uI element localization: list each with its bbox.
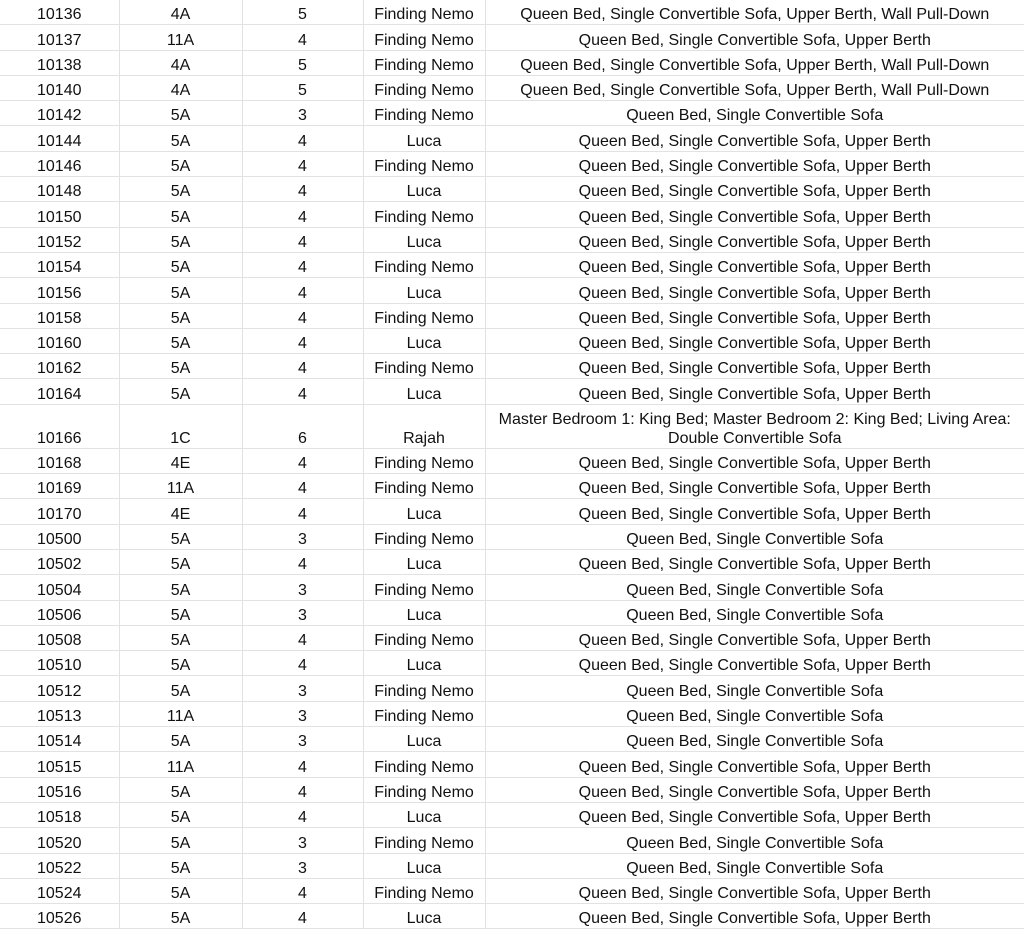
cell-room-number[interactable]: 10154 (0, 252, 119, 277)
cell-bedding[interactable]: Queen Bed, Single Convertible Sofa, Upper Berth (485, 549, 1024, 574)
cell-theme[interactable]: Finding Nemo (363, 354, 485, 379)
cell-room-number[interactable]: 10160 (0, 328, 119, 353)
cell-category[interactable]: 5A (119, 328, 242, 353)
table-row (0, 354, 1024, 379)
cell-room-number[interactable]: 10150 (0, 202, 119, 227)
cell-sleeps[interactable]: 4 (242, 625, 363, 650)
cell-bedding[interactable]: Queen Bed, Single Convertible Sofa, Upper Berth (485, 379, 1024, 404)
cell-bedding[interactable]: Queen Bed, Single Convertible Sofa (485, 853, 1024, 878)
cell-bedding[interactable]: Queen Bed, Single Convertible Sofa, Upper Berth (485, 878, 1024, 903)
cell-bedding[interactable]: Queen Bed, Single Convertible Sofa, Upper Berth (485, 278, 1024, 303)
cell-room-number[interactable]: 10504 (0, 575, 119, 600)
cell-theme[interactable]: Luca (363, 802, 485, 827)
cell-room-number[interactable]: 10510 (0, 651, 119, 676)
cell-bedding[interactable]: Queen Bed, Single Convertible Sofa, Upper Berth (485, 252, 1024, 277)
cell-room-number[interactable]: 10516 (0, 777, 119, 802)
cell-category[interactable]: 5A (119, 126, 242, 151)
cell-sleeps[interactable]: 4 (242, 499, 363, 524)
cell-bedding[interactable]: Queen Bed, Single Convertible Sofa (485, 101, 1024, 126)
cell-sleeps[interactable]: 4 (242, 802, 363, 827)
cell-category[interactable]: 4A (119, 0, 242, 25)
cell-category[interactable]: 5A (119, 676, 242, 701)
cell-theme[interactable]: Finding Nemo (363, 524, 485, 549)
cell-room-number[interactable]: 10156 (0, 278, 119, 303)
cell-category[interactable]: 11A (119, 474, 242, 499)
table-row (0, 701, 1024, 726)
cell-theme[interactable]: Rajah (363, 404, 485, 448)
cell-sleeps[interactable]: 3 (242, 101, 363, 126)
cell-bedding[interactable]: Queen Bed, Single Convertible Sofa, Upper Berth (485, 151, 1024, 176)
cell-theme[interactable]: Luca (363, 904, 485, 929)
cell-sleeps[interactable]: 4 (242, 202, 363, 227)
cell-room-number[interactable]: 10524 (0, 878, 119, 903)
table-row (0, 524, 1024, 549)
cell-theme[interactable]: Finding Nemo (363, 752, 485, 777)
cell-room-number[interactable]: 10522 (0, 853, 119, 878)
cell-theme[interactable]: Luca (363, 600, 485, 625)
cell-bedding[interactable]: Queen Bed, Single Convertible Sofa (485, 575, 1024, 600)
cell-category[interactable]: 5A (119, 354, 242, 379)
table-row (0, 600, 1024, 625)
table-row (0, 278, 1024, 303)
cell-theme[interactable]: Finding Nemo (363, 777, 485, 802)
cell-category[interactable]: 5A (119, 151, 242, 176)
cell-sleeps[interactable]: 4 (242, 904, 363, 929)
cell-theme[interactable]: Luca (363, 499, 485, 524)
cell-category[interactable]: 5A (119, 625, 242, 650)
cell-room-number[interactable]: 10144 (0, 126, 119, 151)
cell-sleeps[interactable]: 4 (242, 549, 363, 574)
cell-theme[interactable]: Luca (363, 177, 485, 202)
cell-category[interactable]: 5A (119, 549, 242, 574)
table-row (0, 904, 1024, 929)
cell-bedding[interactable]: Queen Bed, Single Convertible Sofa, Upper Berth (485, 904, 1024, 929)
cell-theme[interactable]: Luca (363, 126, 485, 151)
cell-sleeps[interactable]: 4 (242, 278, 363, 303)
cell-bedding[interactable]: Queen Bed, Single Convertible Sofa (485, 524, 1024, 549)
table-row (0, 0, 1024, 25)
cell-bedding[interactable]: Queen Bed, Single Convertible Sofa, Upper Berth (485, 802, 1024, 827)
cell-theme[interactable]: Luca (363, 727, 485, 752)
cell-room-number[interactable]: 10515 (0, 752, 119, 777)
cell-sleeps[interactable]: 6 (242, 404, 363, 448)
table-row (0, 676, 1024, 701)
cell-theme[interactable]: Finding Nemo (363, 575, 485, 600)
table-row (0, 328, 1024, 353)
table-row (0, 448, 1024, 473)
cell-sleeps[interactable]: 4 (242, 651, 363, 676)
cell-theme[interactable]: Luca (363, 328, 485, 353)
cell-sleeps[interactable]: 3 (242, 727, 363, 752)
cell-bedding[interactable]: Queen Bed, Single Convertible Sofa, Upper Berth, Wall Pull-Down (485, 50, 1024, 75)
table-row (0, 828, 1024, 853)
table-row (0, 878, 1024, 903)
cell-theme[interactable]: Luca (363, 278, 485, 303)
cell-bedding[interactable]: Queen Bed, Single Convertible Sofa, Upper Berth (485, 474, 1024, 499)
cell-room-number[interactable]: 10508 (0, 625, 119, 650)
cell-theme[interactable]: Finding Nemo (363, 701, 485, 726)
cell-sleeps[interactable]: 4 (242, 151, 363, 176)
table-row (0, 101, 1024, 126)
cell-bedding[interactable]: Queen Bed, Single Convertible Sofa (485, 701, 1024, 726)
cell-category[interactable]: 5A (119, 727, 242, 752)
cell-category[interactable]: 4E (119, 448, 242, 473)
cell-theme[interactable]: Luca (363, 651, 485, 676)
cell-sleeps[interactable]: 3 (242, 853, 363, 878)
cell-sleeps[interactable]: 4 (242, 303, 363, 328)
table-row (0, 252, 1024, 277)
cell-bedding[interactable]: Queen Bed, Single Convertible Sofa (485, 727, 1024, 752)
cell-room-number[interactable]: 10526 (0, 904, 119, 929)
cell-room-number[interactable]: 10148 (0, 177, 119, 202)
cell-bedding[interactable]: Queen Bed, Single Convertible Sofa, Upper Berth (485, 25, 1024, 50)
cell-room-number[interactable]: 10158 (0, 303, 119, 328)
cell-sleeps[interactable]: 3 (242, 701, 363, 726)
cell-sleeps[interactable]: 5 (242, 75, 363, 100)
cell-room-number[interactable]: 10520 (0, 828, 119, 853)
cell-theme[interactable]: Finding Nemo (363, 202, 485, 227)
cell-room-number[interactable]: 10137 (0, 25, 119, 50)
cell-sleeps[interactable]: 4 (242, 25, 363, 50)
cell-sleeps[interactable]: 4 (242, 777, 363, 802)
cell-room-number[interactable]: 10518 (0, 802, 119, 827)
cell-theme[interactable]: Luca (363, 549, 485, 574)
cell-sleeps[interactable]: 4 (242, 474, 363, 499)
cell-room-number[interactable]: 10138 (0, 50, 119, 75)
cell-bedding[interactable]: Queen Bed, Single Convertible Sofa, Upper Berth (485, 752, 1024, 777)
table-row (0, 802, 1024, 827)
cell-theme[interactable]: Finding Nemo (363, 676, 485, 701)
cell-sleeps[interactable]: 4 (242, 227, 363, 252)
cell-theme[interactable]: Finding Nemo (363, 75, 485, 100)
table-row (0, 177, 1024, 202)
cell-room-number[interactable]: 10500 (0, 524, 119, 549)
cell-sleeps[interactable]: 3 (242, 575, 363, 600)
cell-category[interactable]: 5A (119, 227, 242, 252)
cell-theme[interactable]: Finding Nemo (363, 448, 485, 473)
cell-category[interactable]: 4A (119, 75, 242, 100)
cell-room-number[interactable]: 10136 (0, 0, 119, 25)
cell-category[interactable]: 5A (119, 651, 242, 676)
cell-sleeps[interactable]: 3 (242, 828, 363, 853)
table-row (0, 227, 1024, 252)
table-row (0, 752, 1024, 777)
table-row (0, 549, 1024, 574)
cell-theme[interactable]: Finding Nemo (363, 303, 485, 328)
cell-bedding[interactable]: Queen Bed, Single Convertible Sofa, Upper Berth (485, 202, 1024, 227)
cell-category[interactable]: 5A (119, 828, 242, 853)
table-row (0, 474, 1024, 499)
cell-room-number[interactable]: 10140 (0, 75, 119, 100)
cell-sleeps[interactable]: 3 (242, 600, 363, 625)
table-row (0, 777, 1024, 802)
cell-sleeps[interactable]: 4 (242, 379, 363, 404)
cell-category[interactable]: 5A (119, 252, 242, 277)
cell-category[interactable]: 5A (119, 878, 242, 903)
cell-bedding[interactable]: Queen Bed, Single Convertible Sofa, Upper Berth, Wall Pull-Down (485, 0, 1024, 25)
cell-sleeps[interactable]: 5 (242, 50, 363, 75)
cell-room-number[interactable]: 10514 (0, 727, 119, 752)
cell-category[interactable]: 11A (119, 25, 242, 50)
cell-category[interactable]: 5A (119, 202, 242, 227)
table-row (0, 727, 1024, 752)
cell-theme[interactable]: Finding Nemo (363, 0, 485, 25)
cell-category[interactable]: 4E (119, 499, 242, 524)
cell-category[interactable]: 5A (119, 600, 242, 625)
cell-category[interactable]: 5A (119, 575, 242, 600)
table-row (0, 404, 1024, 448)
cell-room-number[interactable]: 10169 (0, 474, 119, 499)
cell-bedding[interactable]: Master Bedroom 1: King Bed; Master Bedroom 2: King Bed; Living Area: Double Convertible Sofa (485, 404, 1024, 448)
cell-theme[interactable]: Finding Nemo (363, 50, 485, 75)
cell-category[interactable]: 5A (119, 177, 242, 202)
table-row (0, 499, 1024, 524)
cell-category[interactable]: 5A (119, 802, 242, 827)
cell-room-number[interactable]: 10170 (0, 499, 119, 524)
cell-bedding[interactable]: Queen Bed, Single Convertible Sofa, Upper Berth (485, 227, 1024, 252)
table-row (0, 625, 1024, 650)
cell-category[interactable]: 5A (119, 777, 242, 802)
cell-theme[interactable]: Luca (363, 853, 485, 878)
cell-theme[interactable]: Luca (363, 379, 485, 404)
cell-category[interactable]: 5A (119, 853, 242, 878)
cell-theme[interactable]: Finding Nemo (363, 828, 485, 853)
cell-category[interactable]: 5A (119, 379, 242, 404)
cell-bedding[interactable]: Queen Bed, Single Convertible Sofa, Upper Berth (485, 777, 1024, 802)
cell-bedding[interactable]: Queen Bed, Single Convertible Sofa, Upper Berth (485, 303, 1024, 328)
cell-room-number[interactable]: 10162 (0, 354, 119, 379)
cell-room-number[interactable]: 10506 (0, 600, 119, 625)
cell-theme[interactable]: Luca (363, 227, 485, 252)
cell-bedding[interactable]: Queen Bed, Single Convertible Sofa, Upper Berth (485, 328, 1024, 353)
table-row (0, 25, 1024, 50)
cell-category[interactable]: 5A (119, 524, 242, 549)
cell-bedding[interactable]: Queen Bed, Single Convertible Sofa, Upper Berth (485, 354, 1024, 379)
table-row (0, 651, 1024, 676)
cell-category[interactable]: 5A (119, 278, 242, 303)
table-row (0, 303, 1024, 328)
table-row (0, 202, 1024, 227)
cell-category[interactable]: 5A (119, 303, 242, 328)
cell-theme[interactable]: Finding Nemo (363, 25, 485, 50)
cell-category[interactable]: 1C (119, 404, 242, 448)
cell-category[interactable]: 11A (119, 752, 242, 777)
cell-room-number[interactable]: 10142 (0, 101, 119, 126)
cell-bedding[interactable]: Queen Bed, Single Convertible Sofa, Upper Berth (485, 651, 1024, 676)
cell-theme[interactable]: Finding Nemo (363, 878, 485, 903)
cell-room-number[interactable]: 10502 (0, 549, 119, 574)
cell-bedding[interactable]: Queen Bed, Single Convertible Sofa (485, 676, 1024, 701)
table-row (0, 75, 1024, 100)
cell-sleeps[interactable]: 3 (242, 524, 363, 549)
cell-category[interactable]: 5A (119, 904, 242, 929)
table-row (0, 575, 1024, 600)
cell-bedding[interactable]: Queen Bed, Single Convertible Sofa, Upper Berth (485, 177, 1024, 202)
cell-sleeps[interactable]: 4 (242, 177, 363, 202)
cell-bedding[interactable]: Queen Bed, Single Convertible Sofa (485, 828, 1024, 853)
cell-theme[interactable]: Finding Nemo (363, 151, 485, 176)
cell-room-number[interactable]: 10513 (0, 701, 119, 726)
cell-sleeps[interactable]: 4 (242, 354, 363, 379)
cell-bedding[interactable]: Queen Bed, Single Convertible Sofa, Upper Berth (485, 126, 1024, 151)
cell-category[interactable]: 5A (119, 101, 242, 126)
cell-bedding[interactable]: Queen Bed, Single Convertible Sofa, Upper Berth (485, 625, 1024, 650)
cell-category[interactable]: 4A (119, 50, 242, 75)
cell-theme[interactable]: Finding Nemo (363, 101, 485, 126)
table-row (0, 126, 1024, 151)
cell-theme[interactable]: Finding Nemo (363, 474, 485, 499)
cell-room-number[interactable]: 10146 (0, 151, 119, 176)
cell-sleeps[interactable]: 4 (242, 878, 363, 903)
cell-theme[interactable]: Finding Nemo (363, 252, 485, 277)
cell-sleeps[interactable]: 4 (242, 126, 363, 151)
table-row (0, 151, 1024, 176)
cell-sleeps[interactable]: 4 (242, 328, 363, 353)
cell-bedding[interactable]: Queen Bed, Single Convertible Sofa, Upper Berth (485, 499, 1024, 524)
cell-room-number[interactable]: 10166 (0, 404, 119, 448)
cell-theme[interactable]: Finding Nemo (363, 625, 485, 650)
table-row (0, 50, 1024, 75)
cell-room-number[interactable]: 10512 (0, 676, 119, 701)
cell-room-number[interactable]: 10164 (0, 379, 119, 404)
cell-room-number[interactable]: 10152 (0, 227, 119, 252)
cell-sleeps[interactable]: 3 (242, 676, 363, 701)
cell-bedding[interactable]: Queen Bed, Single Convertible Sofa (485, 600, 1024, 625)
cell-category[interactable]: 11A (119, 701, 242, 726)
table-row (0, 379, 1024, 404)
cell-sleeps[interactable]: 4 (242, 252, 363, 277)
cell-sleeps[interactable]: 5 (242, 0, 363, 25)
cell-room-number[interactable]: 10168 (0, 448, 119, 473)
cell-bedding[interactable]: Queen Bed, Single Convertible Sofa, Upper Berth, Wall Pull-Down (485, 75, 1024, 100)
cell-bedding[interactable]: Queen Bed, Single Convertible Sofa, Upper Berth (485, 448, 1024, 473)
cell-sleeps[interactable]: 4 (242, 752, 363, 777)
table-row (0, 853, 1024, 878)
cell-sleeps[interactable]: 4 (242, 448, 363, 473)
